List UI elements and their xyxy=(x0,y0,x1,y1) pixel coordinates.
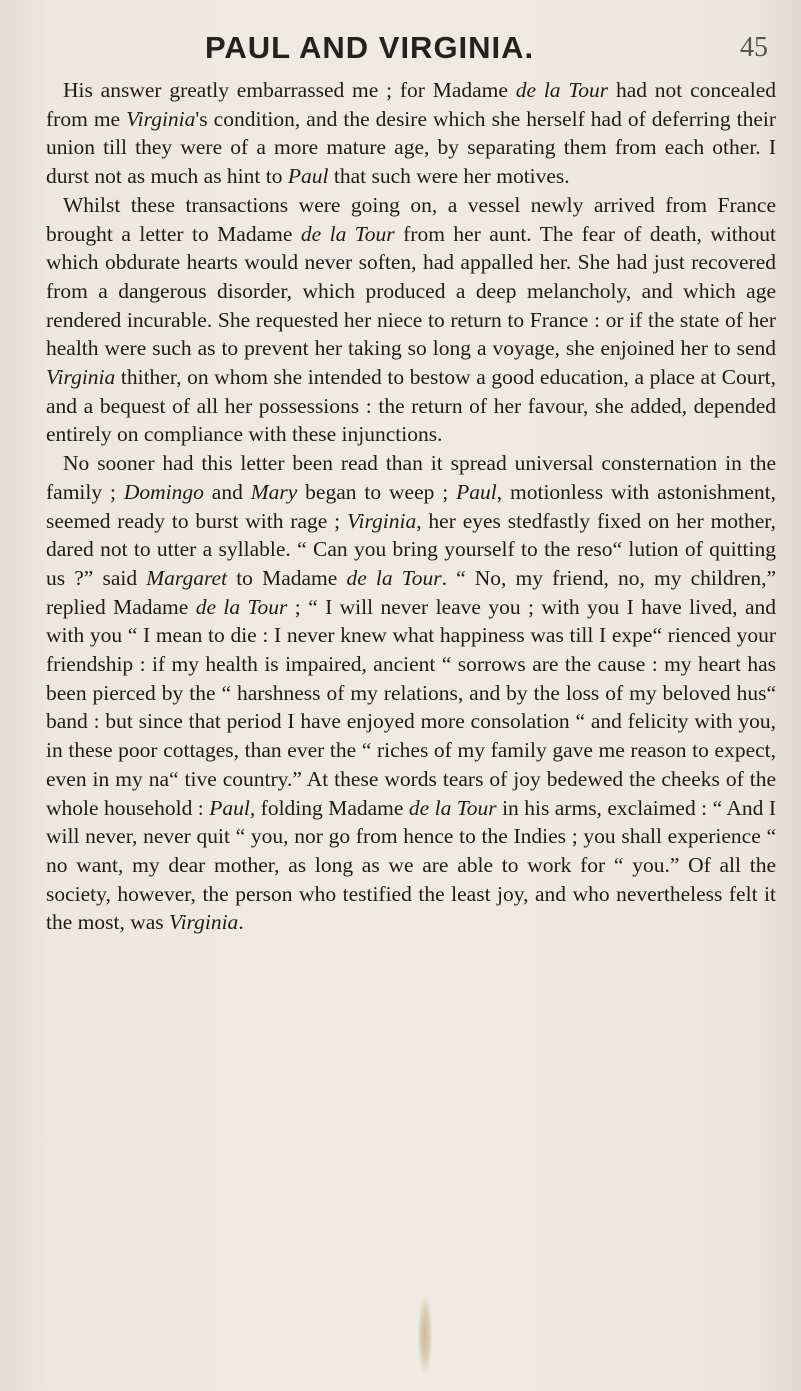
text-run: and xyxy=(203,479,251,504)
text-run: in his arms, exclaimed : “ And I will never, never quit “ you, nor go from hence to the Indies ; you shall experience “ no want, my dear mother, as long as we are able to work for “ you.” Of all the society, however, the person who testified the least joy, and who nevertheless felt it the most, was xyxy=(46,795,776,935)
text-run: had not concealed from me xyxy=(46,78,777,131)
italic-name: Virginia xyxy=(346,508,417,533)
italic-name: Mary xyxy=(250,479,298,504)
italic-name: de la Tour xyxy=(195,594,288,619)
text-run: began to weep ; xyxy=(297,479,457,504)
text-run: 's condition, and the desire which she herself had of deferring their union till they were of a more mature age, by separating them from each other. I durst not as much as hint to xyxy=(46,106,777,189)
ink-stain xyxy=(418,1296,432,1374)
text-run: thither, on whom she intended to bestow a good education, a place at Court, and a bequest of all her possessions : the return of her favour, she added, depended entirely on compliance with these injunctions. xyxy=(46,365,776,447)
text-run: ; “ I will never leave you ; with you I have lived, and with you “ I mean to die : I never knew what happiness was till I expe“ rienced your friendship : if my health is impaired, ancient “ sorrows are the cause : my heart has been pierced by the “ harshness of my relations, and by the loss of my beloved hus“ band : but since that period I have enjoyed more consolation “ and felicity with you, in these poor cottages, than ever the “ riches of my family gave me reason to expect, even in my na“ tive country.” At these words tears of joy bedewed the cheeks of the whole household : xyxy=(46,594,776,820)
italic-name: de la Tour xyxy=(300,221,395,246)
italic-name: de la Tour xyxy=(408,795,497,820)
running-head xyxy=(0,30,801,70)
paragraph xyxy=(46,191,776,449)
italic-name: Virginia xyxy=(169,910,239,935)
text-run: Whilst these transactions were going on, a vessel newly arrived from France brought a letter to Madame xyxy=(46,192,776,246)
paragraph xyxy=(46,449,776,937)
italic-name: Paul xyxy=(209,795,250,820)
text-run: , her eyes stedfastly fixed on her mother, dared not to utter a syllable. “ Can you bring yourself to the reso“ lution of quitting us ?” said xyxy=(46,508,776,590)
running-title: PAUL AND VIRGINIA. xyxy=(205,30,535,65)
text-run: His answer greatly embarrassed me ; for Madame xyxy=(63,78,516,102)
text-run: , folding Madame xyxy=(249,795,409,820)
italic-name: Paul xyxy=(456,479,497,504)
text-run: . xyxy=(238,910,244,935)
italic-name: de la Tour xyxy=(346,565,442,590)
italic-name: Paul xyxy=(287,164,329,189)
text-run: from her aunt. The fear of death, without which obdurate hearts would never soften, had appalled her. She had just recovered from a dangerous disorder, which produced a deep melancholy, and which age rendered incurable. She requested her niece to return to France : or if the state of her health were such as to prevent her taking so long a voyage, she enjoined her to send xyxy=(46,221,776,361)
italic-name: de la Tour xyxy=(515,78,609,102)
italic-name: Virginia xyxy=(46,365,116,390)
text-run: that such were her motives. xyxy=(328,164,570,189)
text-run: , motionless with astonishment, seemed ready to burst with rage ; xyxy=(46,479,776,533)
paragraph xyxy=(46,76,776,191)
italic-name: Margaret xyxy=(146,565,228,590)
italic-name: Domingo xyxy=(123,479,204,504)
text-run: . “ No, my friend, no, my children,” replied Madame xyxy=(46,565,776,619)
text-run: No sooner had this letter been read than it spread universal consternation in the family ; xyxy=(46,451,776,504)
body-text xyxy=(46,76,776,937)
italic-name: Virginia xyxy=(126,106,196,131)
text-run: to Madame xyxy=(227,565,347,590)
page-number: 45 xyxy=(740,32,768,63)
